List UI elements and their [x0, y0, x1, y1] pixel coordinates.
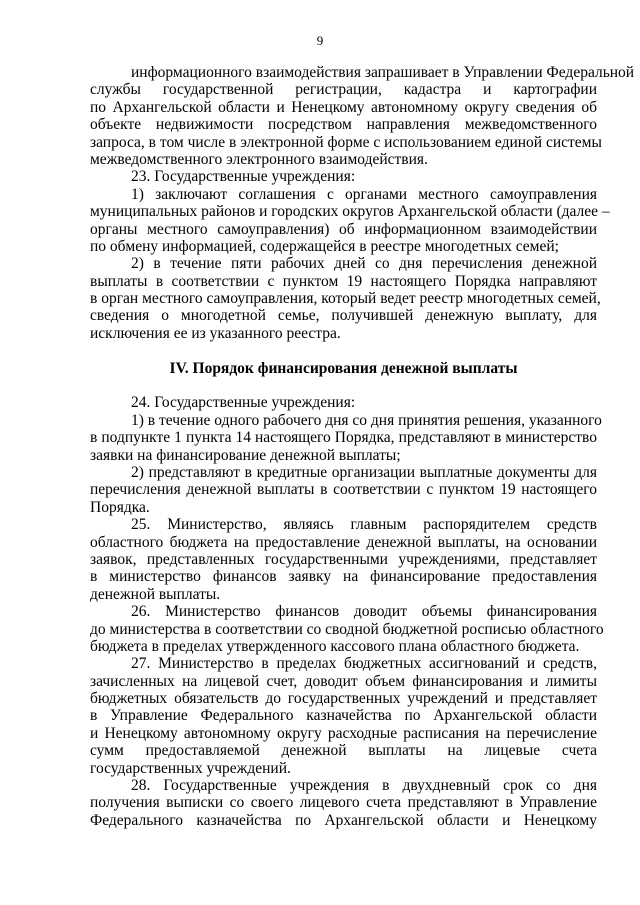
paragraph — [90, 394, 597, 411]
section-heading: IV. Порядок финансирования денежной выплаты — [169, 359, 518, 377]
text-line: сумм предоставляемой денежной выплаты на лицевые счета — [90, 742, 597, 760]
text-line: 25. Министерство, являясь главным распорядителем средств — [131, 516, 597, 534]
text-line: заявки на финансирование денежной выплаты; — [90, 446, 401, 464]
text-line: муниципальных районов и городских округов Архангельской области (далее – — [90, 203, 610, 221]
text-line: 24. Государственные учреждения: — [131, 394, 356, 412]
text-line: 2) в течение пяти рабочих дней со дня перечисления денежной — [131, 255, 597, 273]
paragraph — [90, 516, 597, 603]
text-line: денежной выплаты. — [90, 585, 221, 603]
text-line: Порядка. — [90, 498, 150, 516]
text-line: 28. Государственные учреждения в двухдневный срок со дня — [131, 777, 597, 795]
paragraph — [90, 603, 604, 655]
text-line: выплаты в соответствии с пунктом 19 настоящего Порядка направляют — [90, 272, 597, 290]
text-line: органы местного самоуправления) об информационном взаимодействии — [90, 220, 597, 238]
page-number: 9 — [316, 33, 324, 48]
text-line: 2) представляют в кредитные организации выплатные документы для — [131, 463, 597, 481]
text-line: межведомственного электронного взаимодействия. — [90, 150, 428, 168]
paragraph — [90, 655, 597, 777]
text-line: получения выписки со своего лицевого счета представляют в Управление — [90, 794, 597, 812]
paragraph — [90, 255, 601, 342]
text-line: службы государственной регистрации, кадастра и картографии — [90, 81, 597, 99]
text-line: в орган местного самоуправления, который ведет реестр многодетных семей, — [90, 290, 601, 308]
document-body — [90, 64, 635, 829]
text-line: 26. Министерство финансов доводит объемы финансирования — [131, 603, 597, 621]
text-line: 23. Государственные учреждения: — [131, 168, 356, 186]
text-line: 1) в течение одного рабочего дня со дня принятия решения, указанного — [131, 411, 602, 429]
text-line: 1) заключают соглашения с органами местного самоуправления — [131, 185, 597, 203]
text-line: исключения ее из указанного реестра. — [90, 324, 341, 342]
paragraph — [90, 185, 610, 256]
paragraph — [90, 464, 597, 516]
paragraph — [90, 411, 602, 464]
text-line: по Архангельской области и Ненецкому автономному округу сведения об — [90, 98, 597, 116]
text-line: в подпункте 1 пункта 14 настоящего Порядка, представляют в министерство — [90, 429, 597, 447]
text-line: и Ненецкому автономному округу расходные расписания на перечисление — [90, 724, 597, 742]
paragraph — [90, 777, 597, 829]
text-line: областного бюджета на предоставление денежной выплаты, на основании — [90, 533, 597, 551]
section-spacer — [90, 342, 597, 359]
text-line: 27. Министерство в пределах бюджетных ассигнований и средств, — [131, 655, 597, 673]
text-line: бюджета в пределах утвержденного кассового плана областного бюджета. — [90, 637, 580, 655]
text-line: сведения о многодетной семье, получившей денежную выплату, для — [90, 307, 597, 325]
paragraph — [90, 168, 597, 185]
text-line: в Управление Федерального казначейства по Архангельской области — [90, 707, 597, 725]
text-line: по обмену информацией, содержащейся в реестре многодетных семей; — [90, 237, 559, 255]
text-line: заявок, представленных государственными учреждениями, представляет — [90, 550, 597, 568]
text-line: перечисления денежной выплаты в соответствии с пунктом 19 настоящего — [90, 481, 597, 499]
text-line: информационного взаимодействия запрашивает в Управлении Федеральной — [131, 64, 635, 81]
text-line: бюджетных обязательств до государственных учреждений и представляет — [90, 690, 597, 708]
text-line: Федерального казначейства по Архангельской области и Ненецкому — [90, 811, 597, 829]
text-line: в министерство финансов заявку на финансирование предоставления — [90, 568, 597, 586]
paragraph — [90, 64, 635, 168]
text-line: государственных учреждений. — [90, 759, 291, 777]
text-line: запроса, в том числе в электронной форме с использованием единой системы — [90, 133, 602, 151]
text-line: объекте недвижимости посредством направления межведомственного — [90, 116, 597, 134]
text-line: зачисленных на лицевой счет, доводит объем финансирования и лимиты — [90, 672, 597, 690]
text-line: до министерства в соответствии со сводной бюджетной росписью областного — [90, 620, 604, 638]
section-spacer — [90, 377, 597, 394]
